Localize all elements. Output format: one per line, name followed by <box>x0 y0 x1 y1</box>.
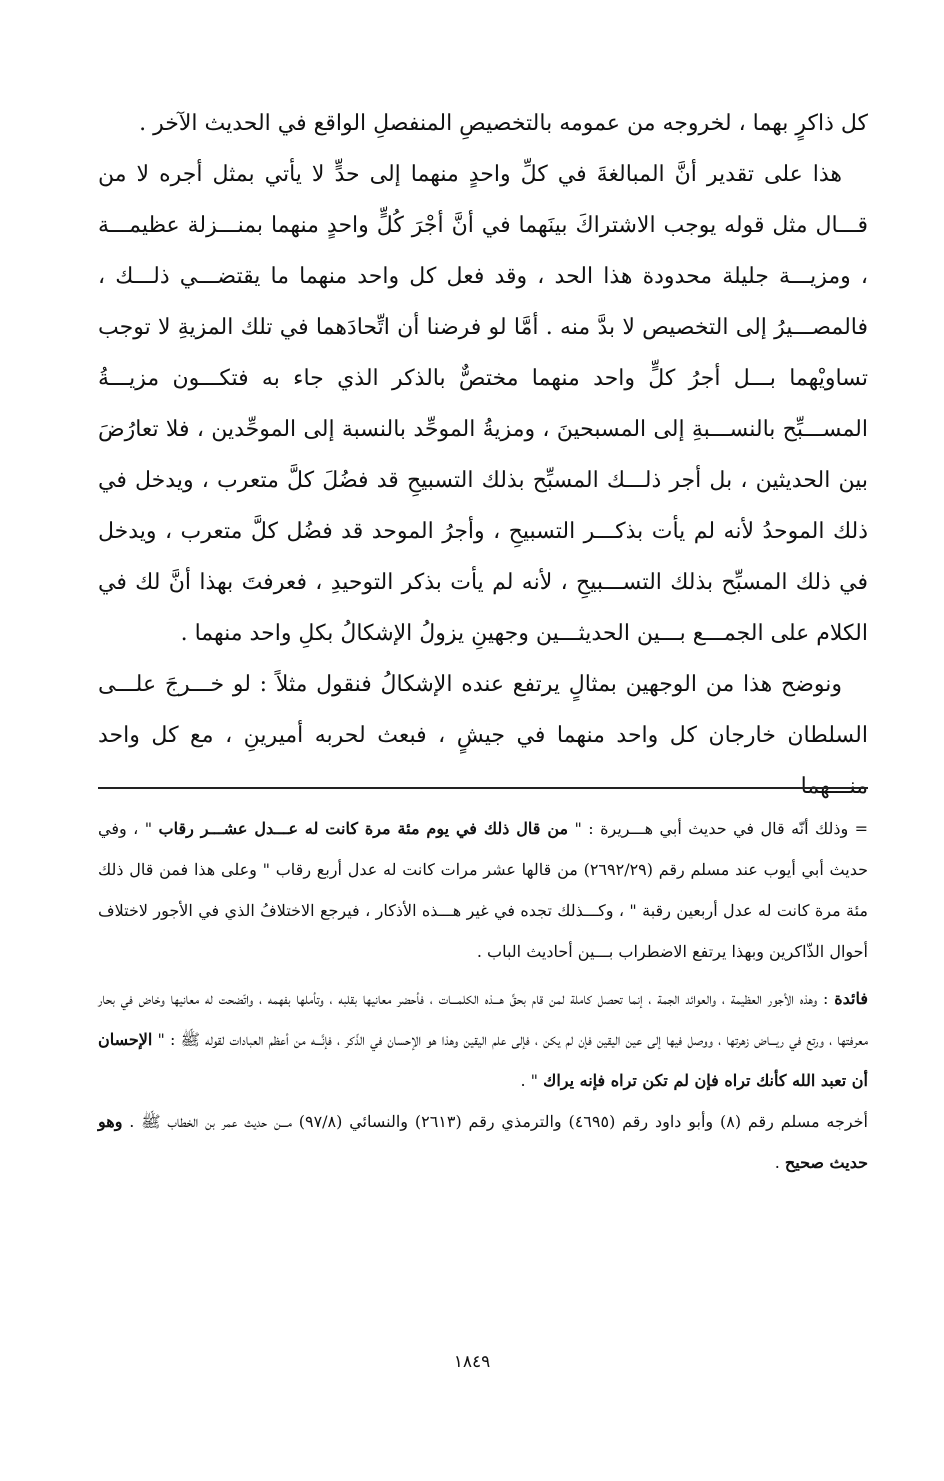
footnote-2 <box>98 978 868 1101</box>
footnote-3-end: . <box>774 1153 780 1172</box>
page-number: ١٨٤٩ <box>453 1352 491 1372</box>
main-paragraph-1: كل ذاكرٍ بهما ، لخروجه من عمومه بالتخصيصِ المنفصلِ الواقع في الحديث الآخر . <box>139 111 868 136</box>
main-paragraph-3: ونوضح هذا من الوجهين بمثالٍ يرتفع عنده الإشكالُ فنقول مثلاً : لو خـــرجَ علـــى السلطان خارجان كل واحد منهما في جيشٍ ، فبعث لحربه أميرينِ ، مع كل واحد منـــهما <box>98 672 868 799</box>
footnote-2-label: فائدة <box>834 989 868 1008</box>
footnote-2-text: : وهذه الأجور العظيمة ، والعوائد الجمة ، إنما تحصل كاملة لمن قام بحقِّ هـــذه الكلمـــات ، فأحضر معانيها بقلبه ، وتأملها بفهمه ، واتّضحت له معانيها وخاض في بحار معرفتها ، ورتع في ريـــاض زهرتها ، ووصل فيها إلى عين اليقين فإن لم يكن ، فإلى علم اليقين وهذا هو الإحسان في الذّكر ، فإنَّـــه من أعظم العبادات لقوله ﷺ : " <box>98 989 869 1049</box>
footnote-2-end: " . <box>520 1071 539 1090</box>
footnote-1 <box>98 808 868 972</box>
footnote-1-rest: " ، وفي حديث أبي أيوب عند مسلم رقم (٢٦٩٢/٢٩) من قالها عشر مرات كانت له عدل أربع رقاب " وعلى هذا فمن قال ذلك مئة مرة كانت له عدل أربعين رقبة " ، وكـــذلك تجده في غير هـــذه الأذكار ، فيرجع الاختلافُ الذي في الأجور لاختلاف أحوال الذّاكرين وبهذا يرتفع الاضطراب بـــين أحاديث الباب . <box>98 819 869 961</box>
footnote-2-hadith: الإحسان أن تعبد الله كأنك تراه فإن لم تكن تراه فإنه يراك <box>98 1030 868 1090</box>
main-paragraph-2: هذا على تقدير أنَّ المبالغةَ في كلِّ واحدٍ منهما إلى حدٍّ لا يأتي بمثل أجره لا من قـــال مثل قوله يوجب الاشتراكَ بينَهما في أنَّ أجْرَ كُلٍّ واحدٍ منهما بمنـــزلة عظيمـــة ، ومزيـــة جليلة محدودة هذا الحد ، وقد فعل كل واحد منهما ما يقتضـــي ذلـــك ، فالمصـــيرُ إلى التخصيص لا بدَّ منه . أمَّا لو فرضنا أن اتِّحادَهما في تلك المزيةِ لا توجب تساويْهما بـــل أجرُ كلٍّ واحد منهما مختصٌّ بالذكر الذي جاء به فتكـــون مزيـــةُ المســـبِّح بالنســـبةِ إلى المسبحينَ ، ومزيةُ الموحِّد بالنسبة إلى الموحِّدين ، فلا تعارُضَ بين الحديثين ، بل أجر ذلـــك المسبِّح بذلك التسبيحِ قد فضُلَ كلَّ متعرب ، ويدخل في ذلك الموحدُ لأنه لم يأت بذكـــر التسبيحِ ، وأجرُ الموحد قد فضُل كلَّ متعرب ، ويدخل في ذلك المسبِّح بذلك التســـبيحِ ، لأنه لم يأت بذكر التوحيدِ ، فعرفتَ بهذا أنَّ لك في الكلام على الجمـــع بـــين الحديثـــين وجهينِ يزولُ الإشكالُ بكلِ واحد منهما . <box>98 162 868 646</box>
footnote-1-hadith: من قال ذلك في يوم مئة مرة كانت له عـــدل عشـــر رقاب <box>158 819 569 838</box>
footnote-1-lead: = وذلك أنّه قال في حديث أبي هـــريرة : " <box>574 819 869 838</box>
footnote-3-text: أخرجه مسلم رقم (٨) وأبو داود رقم (٤٦٩٥) والترمذي رقم (٢٦١٣) والنسائي (٩٧/٨) مـــن حديث عمر بن الخطاب ﷺ . <box>129 1112 868 1131</box>
main-text <box>98 98 868 812</box>
footnotes <box>98 808 868 1183</box>
footnote-3-grade: وهو حديث صحيح <box>98 1112 868 1172</box>
footnote-divider <box>98 787 868 789</box>
footnote-3 <box>98 1101 868 1183</box>
